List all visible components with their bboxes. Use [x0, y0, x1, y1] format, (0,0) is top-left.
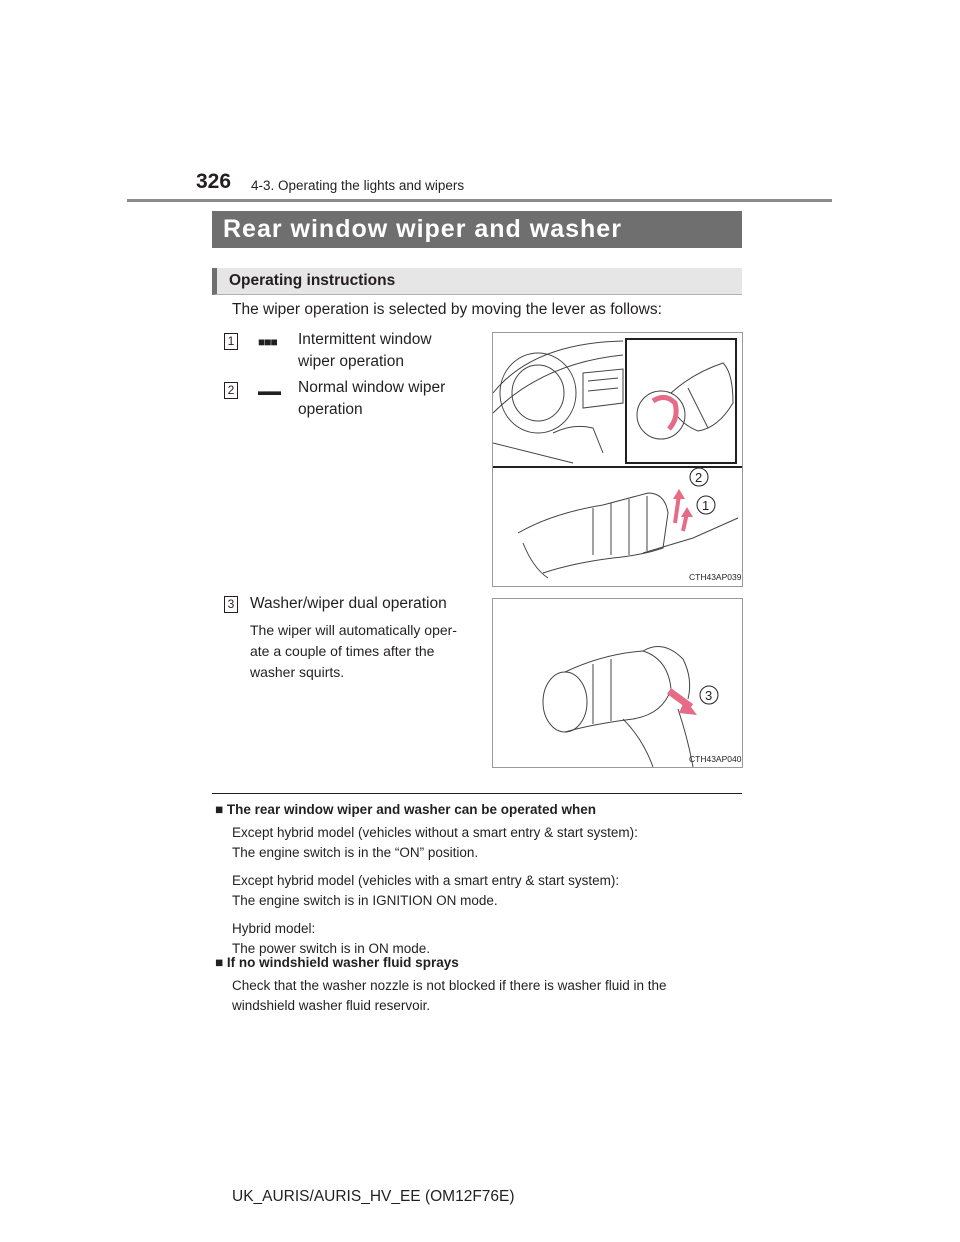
arrow-up-icon [675, 495, 679, 523]
callout-1: 1 [702, 498, 710, 513]
item-2-line1: Normal window wiper [298, 379, 446, 396]
figure-2-caption: CTH43AP040 [689, 754, 742, 764]
note-1-paragraph [232, 871, 742, 911]
bullet-square-icon: ■ [215, 955, 224, 970]
washer-figure [492, 598, 743, 768]
note-line: Except hybrid model (vehicles with a smart entry & start system): [232, 873, 620, 888]
item-3-label: Washer/wiper dual operation [250, 595, 447, 612]
intro-text: The wiper operation is selected by moving the lever as follows: [232, 301, 662, 318]
note-1-body [232, 823, 742, 959]
subsection-title: Operating instructions [212, 268, 742, 295]
item-2-text [298, 377, 480, 421]
bullet-square-icon: ■ [215, 802, 224, 817]
item-2-line2: operation [298, 401, 363, 418]
washer-illustration [493, 599, 742, 767]
callout-3: 3 [705, 688, 713, 703]
item-1-text [298, 329, 480, 373]
note-line: Except hybrid model (vehicles without a smart entry & start system): [232, 825, 638, 840]
intermittent-glyph-icon: ■■■ [258, 335, 277, 349]
callout-2: 2 [695, 470, 703, 485]
note-2-heading-text: If no windshield washer fluid sprays [226, 955, 459, 970]
page-title: Rear window wiper and washer [212, 211, 742, 248]
item-number-3: 3 [224, 596, 238, 613]
item-3-note-line: ate a couple of times after the [250, 643, 435, 659]
arrow-head-icon [673, 489, 685, 499]
arrow-head-icon [681, 507, 693, 517]
notes-divider [212, 793, 742, 794]
item-number-1: 1 [224, 333, 238, 350]
item-1-line1: Intermittent window [298, 331, 432, 348]
page-number: 326 [196, 170, 232, 193]
note-line: The power switch is in ON mode. [232, 941, 431, 956]
note-1-heading-text: The rear window wiper and washer can be operated when [226, 802, 597, 817]
dashboard-drawing [493, 341, 623, 463]
note-2-body [232, 976, 742, 1016]
note-line: Check that the washer nozzle is not blocked if there is washer fluid in the [232, 978, 667, 993]
item-3-note [250, 620, 480, 683]
note-line: The engine switch is in the “ON” position. [232, 845, 479, 860]
item-1-line2: wiper operation [298, 353, 404, 370]
header-rule [127, 199, 832, 202]
washer-lever-drawing [543, 647, 693, 768]
footer-doc-id: UK_AURIS/AURIS_HV_EE (OM12F76E) [232, 1188, 515, 1205]
lever-figure [492, 332, 743, 587]
note-1-paragraph [232, 823, 742, 863]
note-2-heading [215, 955, 459, 970]
item-3-note-line: The wiper will automatically oper- [250, 622, 457, 638]
note-1-heading [215, 802, 596, 817]
note-line: windshield washer fluid reservoir. [232, 998, 431, 1013]
note-line: The engine switch is in IGNITION ON mode. [232, 893, 498, 908]
item-number-2: 2 [224, 382, 238, 399]
note-line: Hybrid model: [232, 921, 316, 936]
normal-glyph-icon: ▬▬ [258, 384, 280, 398]
item-3-note-line: washer squirts. [250, 664, 345, 680]
figure-1-caption: CTH43AP039 [689, 572, 742, 582]
section-header: 4-3. Operating the lights and wipers [251, 178, 465, 193]
lever-illustration [493, 333, 742, 586]
note-1-paragraph [232, 919, 742, 959]
